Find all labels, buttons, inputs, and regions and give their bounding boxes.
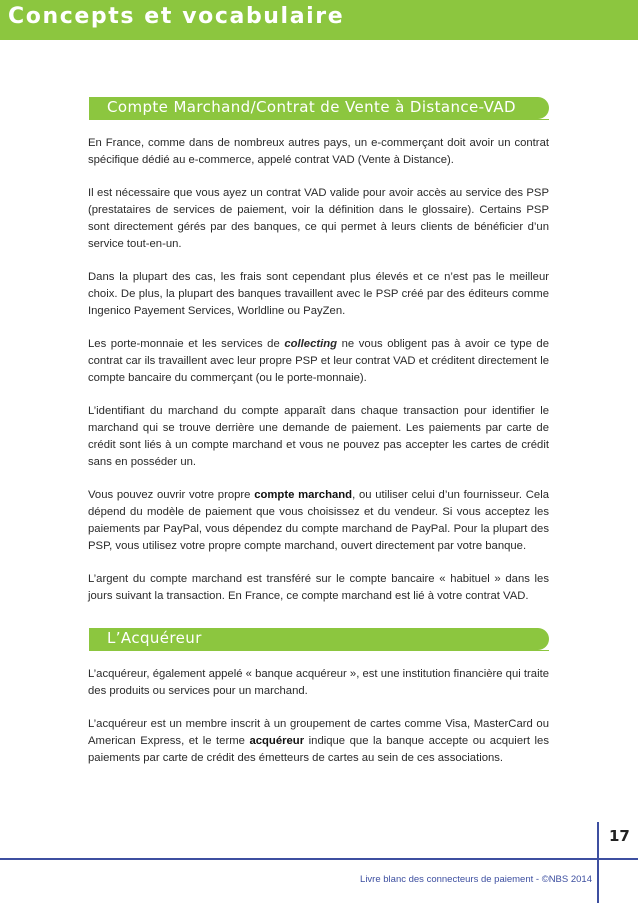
paragraph — [88, 666, 549, 700]
text-run: En France, comme dans de nombreux autres pays, un e-commerçant doit avoir un contrat spécifique dédié au e-commerce, appelé contrat VAD (Vente à Distance). — [88, 137, 549, 166]
paragraph — [88, 571, 549, 605]
footer-credit: Livre blanc des connecteurs de paiement - ©NBS 2014 — [360, 874, 592, 885]
text-run: Les porte-monnaie et les services de — [88, 338, 285, 350]
paragraph — [88, 185, 549, 253]
section-heading-label: Compte Marchand/Contrat de Vente à Distance-VAD — [107, 98, 516, 116]
page-number: 17 — [609, 827, 630, 845]
text-run: L’argent du compte marchand est transféré sur le compte bancaire « habituel » dans les jours suivant la transaction. En France, ce compte marchand est lié à votre contrat VAD. — [88, 573, 549, 602]
text-run: , ou utiliser celui d’un fournisseur. Cela dépend du modèle de paiement que vous choisissez et du vendeur. Si vous acceptez les paiements par PayPal, vous dépendez du compte marchand de PayPal. Pour la plupart des PSP, vous utilisez votre propre compte marchand, ouvert directement par votre banque. — [88, 489, 549, 552]
bold-term: compte marchand — [254, 489, 353, 501]
paragraph — [88, 336, 549, 387]
bold-term: acquéreur — [249, 735, 305, 747]
footer-rule — [0, 858, 597, 860]
paragraph — [88, 269, 549, 320]
text-run: indique que la banque accepte ou acquiert les paiements par carte de crédit des émetteurs de cartes au sein de ces associations. — [88, 735, 549, 764]
text-run: ne vous obligent pas à avoir ce type de contrat car ils travaillent avec leur propre PSP et leur contrat VAD et créditent directement le compte bancaire du commerçant (ou le porte-monnaie). — [88, 338, 549, 384]
text-run: Il est nécessaire que vous ayez un contrat VAD valide pour avoir accès au service des PSP (prestataires de services de paiement, voir la définition dans le glossaire). Certains PSP sont directement gérés par des banques, ce qui permet à leurs clients de bénéficier d’un service tout-en-un. — [88, 187, 549, 250]
header-band — [0, 0, 638, 40]
text-run: Vous pouvez ouvrir votre propre — [88, 489, 255, 501]
section-heading-acquereur — [89, 628, 549, 651]
text-run: Dans la plupart des cas, les frais sont cependant plus élevés et ce n’est pas le meilleur choix. De plus, la plupart des banques travaillent avec le PSP créé par des éditeurs comme Ingenico Payement Services, Worldline ou PayZen. — [88, 271, 549, 317]
text-run: L’acquéreur est un membre inscrit à un groupement de cartes comme Visa, MasterCard ou American Express, et le terme — [88, 718, 549, 747]
paragraph — [88, 487, 549, 555]
section-heading-compte-marchand — [89, 97, 549, 120]
page-number-box — [597, 822, 638, 903]
section-body-acquereur — [88, 666, 549, 783]
italic-term: collecting — [284, 338, 338, 350]
paragraph — [88, 403, 549, 471]
paragraph — [88, 135, 549, 169]
section-body-compte-marchand — [88, 135, 549, 621]
text-run: L’acquéreur, également appelé « banque acquéreur », est une institution financière qui traite des produits ou services pour un marchand. — [88, 668, 549, 697]
page-title: Concepts et vocabulaire — [8, 4, 345, 29]
text-run: L’identifiant du marchand du compte apparaît dans chaque transaction pour identifier le marchand qui se trouve derrière une demande de paiement. Les paiements par carte de crédit sont liés à un compte marchand et vous ne pouvez pas accepter les cartes de crédit sans en posséder un. — [88, 405, 549, 468]
section-heading-label: L’Acquéreur — [107, 629, 202, 647]
paragraph — [88, 716, 549, 767]
